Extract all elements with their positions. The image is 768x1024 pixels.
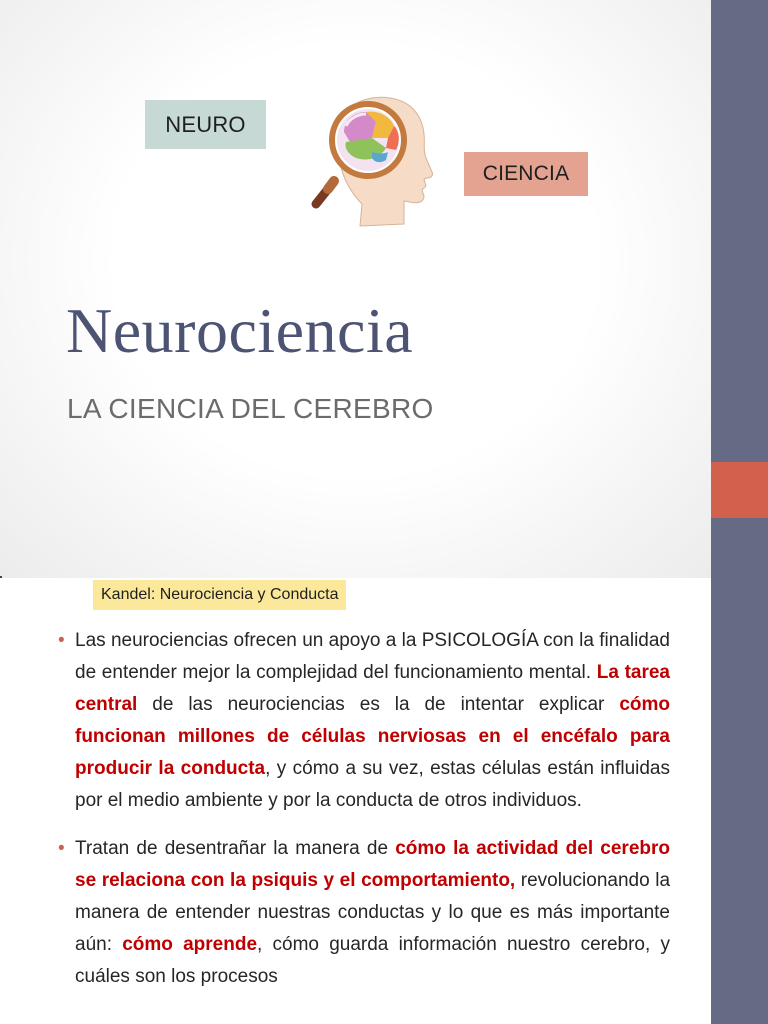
page-title: Neurociencia — [66, 295, 414, 366]
bullet-text: Tratan de desentrañar la manera de — [75, 838, 396, 859]
bullet-icon: • — [58, 838, 65, 859]
ciencia-tag: CIENCIA — [464, 152, 588, 196]
bullet-text: , y cómo a su vez, estas células están influidas por el medio ambiente y por la conducta de otros individuos. — [75, 758, 670, 811]
bullet-item — [58, 625, 670, 817]
page-subtitle: LA CIENCIA DEL CEREBRO — [67, 393, 434, 424]
source-tag: Kandel: Neurociencia y Conducta — [93, 580, 346, 610]
bullet-text: revolucionando la manera de entender nuestras conductas y lo que es más importante aún: — [75, 870, 671, 955]
bullet-text: Las neurociencias ofrecen un apoyo a la PSICOLOGÍA con la finalidad de entender mejor la complejidad del funcionamiento mental. — [75, 630, 670, 683]
head-with-brain-icon — [310, 92, 440, 232]
highlighted-text: La tarea central — [75, 662, 671, 715]
highlighted-text: cómo aprende — [122, 934, 258, 955]
neuro-tag: NEURO — [145, 100, 266, 149]
bullet-item — [58, 833, 670, 993]
highlighted-text: cómo la actividad del cerebro se relaciona con la psiquis y el comportamiento, — [75, 838, 671, 891]
bullet-icon: • — [58, 630, 65, 651]
highlighted-text: cómo funcionan millones de células nerviosas en el encéfalo para producir la conducta — [75, 694, 670, 779]
bullet-text: de las neurociencias es la de intentar explicar — [137, 694, 620, 715]
bullet-list — [58, 625, 670, 1009]
bullet-text: , cómo guarda información nuestro cerebro, y cuáles son los procesos — [75, 934, 670, 987]
accent-block — [711, 462, 768, 518]
